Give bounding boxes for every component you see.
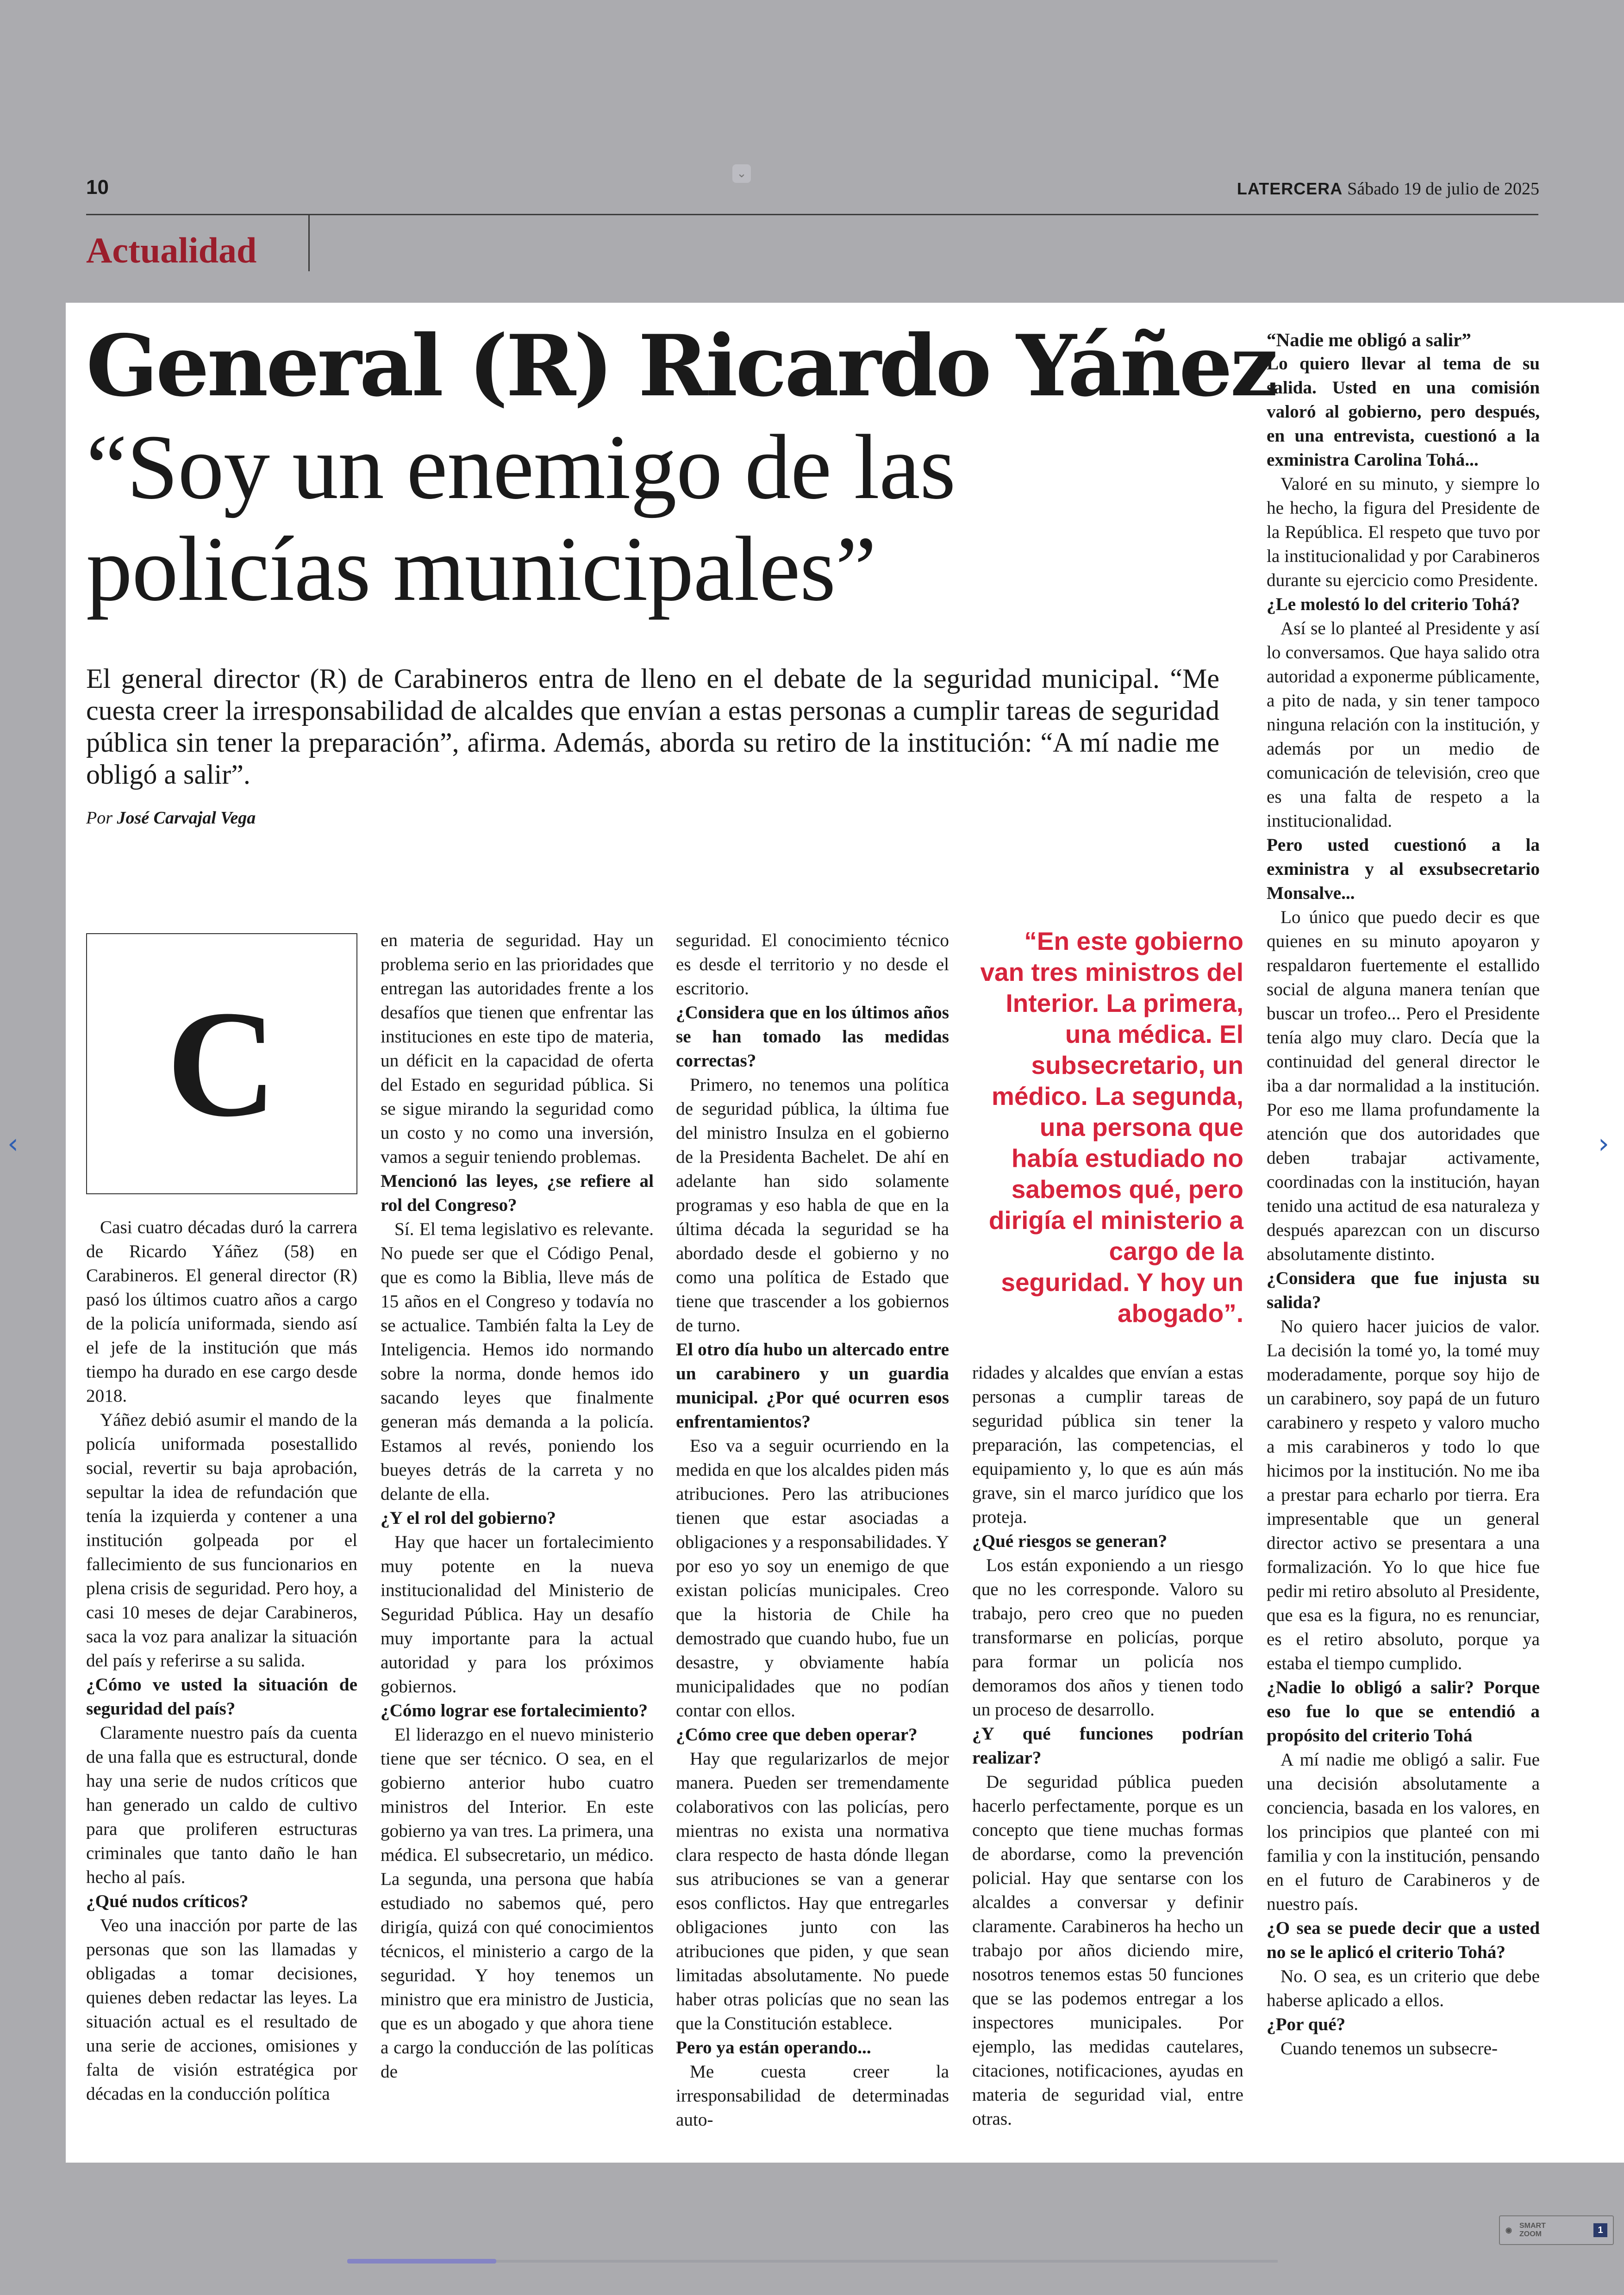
article-column-1 (86, 1216, 357, 2106)
brand-name: LATERCERA (1237, 179, 1343, 198)
publication-date: Sábado 19 de julio de 2025 (1347, 179, 1539, 199)
interview-question: Lo quiero llevar al tema de su salida. Usted en una comisión valoró al gobierno, pero después, en una entrevista, cuestionó a la exministra Carolina Tohá... (1267, 354, 1540, 470)
article-paragraph: Eso va a seguir ocurriendo en la medida en que los alcaldes piden más atribuciones. Pero las atribuciones tienen que estar asociadas a obligaciones y a responsabilidades. Y por eso yo soy un enemigo de que existan policías municipales. Creo que la historia de Chile ha demostrado que cuando hubo, fue un desastre, y obviamente había municipalidades que no podían contar con ellos. (676, 1436, 949, 1721)
article-paragraph: A mí nadie me obligó a salir. Fue una decisión absolutamente a conciencia, basada en los valores, en los principios que planteé con mi familia y con la institución, pensando en el futuro de Carabineros y de nuestro país. (1267, 1750, 1540, 1914)
article-column-3 (676, 929, 949, 2132)
interview-question: ¿Y el rol del gobierno? (381, 1508, 556, 1528)
article-column-4 (972, 1361, 1243, 2131)
eye-icon: ◉ (1505, 2226, 1512, 2234)
page-number: 10 (86, 176, 109, 199)
dropcap-letter: C (166, 979, 277, 1148)
article-title: General (R) Ricardo Yáñez (86, 316, 1276, 415)
headline-quote (86, 417, 956, 620)
article-paragraph: El liderazgo en el nuevo ministerio tiene que ser técnico. O sea, en el gobierno anterior hubo cuatro ministros del Interior. En este gobierno ya van tres. La primera, una médica. El subsecretario, un médico. La segunda, una persona que había estudiado no sabemos qué, pero dirigía, quizá con qué conocimientos técnicos, el ministerio a cargo de la seguridad. Y hoy tenemos un ministro que era ministro de Justicia, que es un abogado y que ahora tiene a cargo la conducción de las políticas de (381, 1725, 654, 2082)
byline-author: José Carvajal Vega (117, 808, 256, 828)
interview-question: ¿Cómo lograr ese fortalecimiento? (381, 1701, 648, 1721)
header-rule (86, 214, 1538, 215)
article-paragraph: ridades y alcaldes que envían a estas personas a cumplir tareas de seguridad pública sin tener la preparación, las competencias, el equipamiento y, lo que es aún más grave, sin el marco jurídico que los proteja. (972, 1363, 1243, 1527)
smart-zoom-button[interactable] (1499, 2215, 1614, 2245)
article-paragraph: en materia de seguridad. Hay un problema serio en las prioridades que entregan las autoridades frente a los desafíos que tienen que enfrentar las instituciones en este tipo de materia, un déficit en la capacidad de oferta del Estado en seguridad pública. Si se sigue mirando la seguridad como un costo y no como una inversión, vamos a seguir teniendo problemas. (381, 930, 654, 1167)
interview-question: ¿Y qué funciones podrían realizar? (972, 1724, 1243, 1768)
headline-quote-line-2: policías municipales” (86, 518, 876, 620)
interview-question: ¿Qué nudos críticos? (86, 1891, 249, 1911)
section-label: Actualidad (86, 230, 257, 270)
interview-question: ¿Qué riesgos se generan? (972, 1531, 1168, 1551)
interview-question: ¿Cómo ve usted la situación de seguridad del país? (86, 1675, 357, 1719)
dateline (1237, 179, 1539, 199)
article-paragraph: Así se lo planteé al Presidente y así lo conversamos. Que haya salido otra autoridad a exponerme públicamente, a pito de nada, y sin tener tampoco ninguna relación con la institución, y además por un medio de comunicación de televisión, creo que es una falta de respeto a la institucionalidad. (1267, 618, 1540, 831)
article-paragraph: Cuando tenemos un subsecre- (1280, 2039, 1498, 2058)
interview-question: ¿O sea se puede decir que a usted no se le aplicó el criterio Tohá? (1267, 1918, 1540, 1962)
article-paragraph: Hay que hacer un fortalecimiento muy potente en la nueva institucionalidad del Ministerio de Seguridad Pública. Hay un desafío muy importante para la actual autoridad y para los próximos gobiernos. (381, 1532, 654, 1696)
page-scroll-indicator[interactable] (347, 2259, 496, 2264)
article-paragraph: Veo una inacción por parte de las personas que son las llamadas y obligadas a tomar decisiones, quienes deben redactar las leyes. La situación actual es el resultado de una serie de acciones, omisiones y falta de visión estratégica por décadas en la conducción política (86, 1915, 357, 2104)
interview-question: ¿Considera que fue injusta su salida? (1267, 1268, 1540, 1312)
subheading: “Nadie me obligó a salir” (1267, 329, 1471, 350)
chevron-right-icon[interactable]: › (1598, 1128, 1609, 1160)
smart-zoom-label: SMART ZOOM (1519, 2222, 1546, 2238)
headline-quote-line-1: “Soy un enemigo de las (86, 416, 956, 518)
interview-question: Pero usted cuestionó a la exministra y al exsubsecretario Monsalve... (1267, 835, 1540, 903)
interview-question: ¿Nadie lo obligó a salir? Porque eso fue lo que se entendió a propósito del criterio Tohá (1267, 1678, 1540, 1746)
article-paragraph: seguridad. El conocimiento técnico es desde el territorio y no desde el escritorio. (676, 930, 949, 998)
article-lead: El general director (R) de Carabineros entra de lleno en el debate de la seguridad municipal. “Me cuesta creer la irresponsabilidad de alcaldes que envían a estas personas a cumplir tareas de seguridad pública sin tener la preparación”, afirma. Además, aborda su retiro de la institución: “A mí nadie me obligó a salir”. (86, 663, 1219, 790)
interview-question: El otro día hubo un altercado entre un carabinero y un guardia municipal. ¿Por qué ocurren esos enfrentamientos? (676, 1340, 949, 1432)
interview-question: ¿Considera que en los últimos años se han tomado las medidas correctas? (676, 1003, 949, 1071)
article-paragraph: Valoré en su minuto, y siempre lo he hecho, la figura del Presidente de la República. El respeto que tuvo por la institucionalidad y por Carabineros durante su ejercicio como Presidente. (1267, 474, 1540, 590)
section-divider (308, 214, 310, 271)
smart-zoom-badge: 1 (1593, 2223, 1607, 2237)
article-paragraph: Me cuesta creer la irresponsabilidad de determinadas auto- (676, 2062, 949, 2130)
interview-question: ¿Por qué? (1267, 2014, 1346, 2034)
article-paragraph: Casi cuatro décadas duró la carrera de Ricardo Yáñez (58) en Carabineros. El general director (R) pasó los últimos cuatro años a cargo de la policía uniformada, siendo así el jefe de la institución que más tiempo ha durado en ese cargo desde 2018. (86, 1217, 357, 1406)
article-paragraph: Primero, no tenemos una política de seguridad pública, la última fue del ministro Insulza en el gobierno de la Presidenta Bachelet. De ahí en adelante han sido solamente programas y eso habla de que en la última década la seguridad se ha abordado desde el gobierno y no como una política de Estado que tiene que trascender a los gobiernos de turno. (676, 1075, 949, 1335)
article-paragraph: No. O sea, es un criterio que debe haberse aplicado a ellos. (1267, 1966, 1540, 2010)
article-paragraph: Lo único que puedo decir es que quienes en su minuto apoyaron y respaldaron fuertemente el estallido social de alguna manera tenían que buscar un trofeo... Pero el Presidente tenía algo muy claro. Decía que la continuidad del general director le iba a dar normalidad a la institución. Por eso me llama profundamente la atención que dos autoridades que deben trabajar activamente, coordinadas con la institución, hayan tenido una actitud de esa naturaleza y después aparezcan con un discurso absolutamente distinto. (1267, 907, 1540, 1264)
article-paragraph: De seguridad pública pueden hacerlo perfectamente, porque es un concepto que tiene muchas formas de abordarse, como la prevención policial. Hay que sentarse con los alcaldes a conversar y definir claramente. Carabineros ha hecho un trabajo por años diciendo mire, nosotros tenemos estas 50 funciones que se las podemos entregar a los inspectores municipales. Por ejemplo, las medidas cautelares, citaciones, notificaciones, ayudas en materia de seguridad vial, entre otras. (972, 1772, 1243, 2129)
article-paragraph: Hay que regularizarlos de mejor manera. Pueden ser tremendamente colaborativos con las policías, pero mientras no exista una normativa clara respecto de hasta dónde llegan sus atribuciones se van a generar esos conflictos. Hay que entregarles obligaciones junto con las atribuciones que piden, y que sean limitadas absolutamente. No puede haber otras policías que no sean las que la Constitución establece. (676, 1749, 949, 2033)
chevron-left-icon[interactable]: ‹ (7, 1128, 19, 1160)
interview-question: ¿Le molestó lo del criterio Tohá? (1267, 594, 1520, 614)
interview-question: Mencionó las leyes, ¿se refiere al rol del Congreso? (381, 1171, 654, 1215)
article-paragraph: Los están exponiendo a un riesgo que no les corresponde. Valoro su trabajo, pero creo que no pueden transformarse en policías, porque para formar un policía nos demoramos dos años y tienen todo un proceso de desarrollo. (972, 1555, 1243, 1720)
chevron-down-icon[interactable]: ⌄ (732, 164, 751, 183)
byline (86, 808, 256, 828)
interview-question: Pero ya están operando... (676, 2038, 871, 2058)
article-paragraph: Sí. El tema legislativo es relevante. No puede ser que el Código Penal, que es como la Biblia, lleve más de 15 años en el Congreso y todavía no se actualice. También falta la Ley de Inteligencia. Hemos ido normando sobre la norma, donde hemos ido sacando leyes que finalmente generan más demanda a la policía. Estamos al revés, poniendo los bueyes detrás de la carreta y no delante de ella. (381, 1219, 654, 1504)
byline-prefix: Por (86, 808, 112, 828)
article-column-2 (381, 929, 654, 2084)
article-paragraph: No quiero hacer juicios de valor. La decisión la tomé yo, la tomé muy moderadamente, porque soy hijo de un carabinero, soy papá de un futuro carabinero y respeto y valoro mucho a mis carabineros y todo lo que hicimos por la institución. No me iba a prestar para echarlo por tierra. Era impresentable que un general director activo se presentara a una formalización. Yo lo que hice fue pedir mi retiro absoluto al Presidente, que esa es la figura, no es renunciar, es el retiro absoluto, porque ya estaba el tiempo cumplido. (1267, 1316, 1540, 1673)
pull-quote: “En este gobierno van tres ministros del Interior. La primera, una médica. El subsecretario, un médico. La segunda, una persona que había estudiado no sabemos qué, pero dirigía el ministerio a cargo de la seguridad. Y hoy un abogado”. (980, 927, 1243, 1328)
article-paragraph: Claramente nuestro país da cuenta de una falla que es estructural, donde hay una serie de nudos críticos que han generado un caldo de cultivo para que proliferen estructuras criminales que tanto daño le han hecho al país. (86, 1723, 357, 1887)
article-paragraph: Yáñez debió asumir el mando de la policía uniformada posestallido social, revertir su baja aprobación, sepultar la idea de refundación que tenía la izquierda y contener a una institución golpeada por el fallecimiento de sus funcionarios en plena crisis de seguridad. Pero hoy, a casi 10 meses de dejar Carabineros, saca la voz para analizar la situación del país y referirse a su salida. (86, 1410, 357, 1671)
article-column-5 (1267, 328, 1540, 2061)
interview-question: ¿Cómo cree que deben operar? (676, 1725, 918, 1745)
